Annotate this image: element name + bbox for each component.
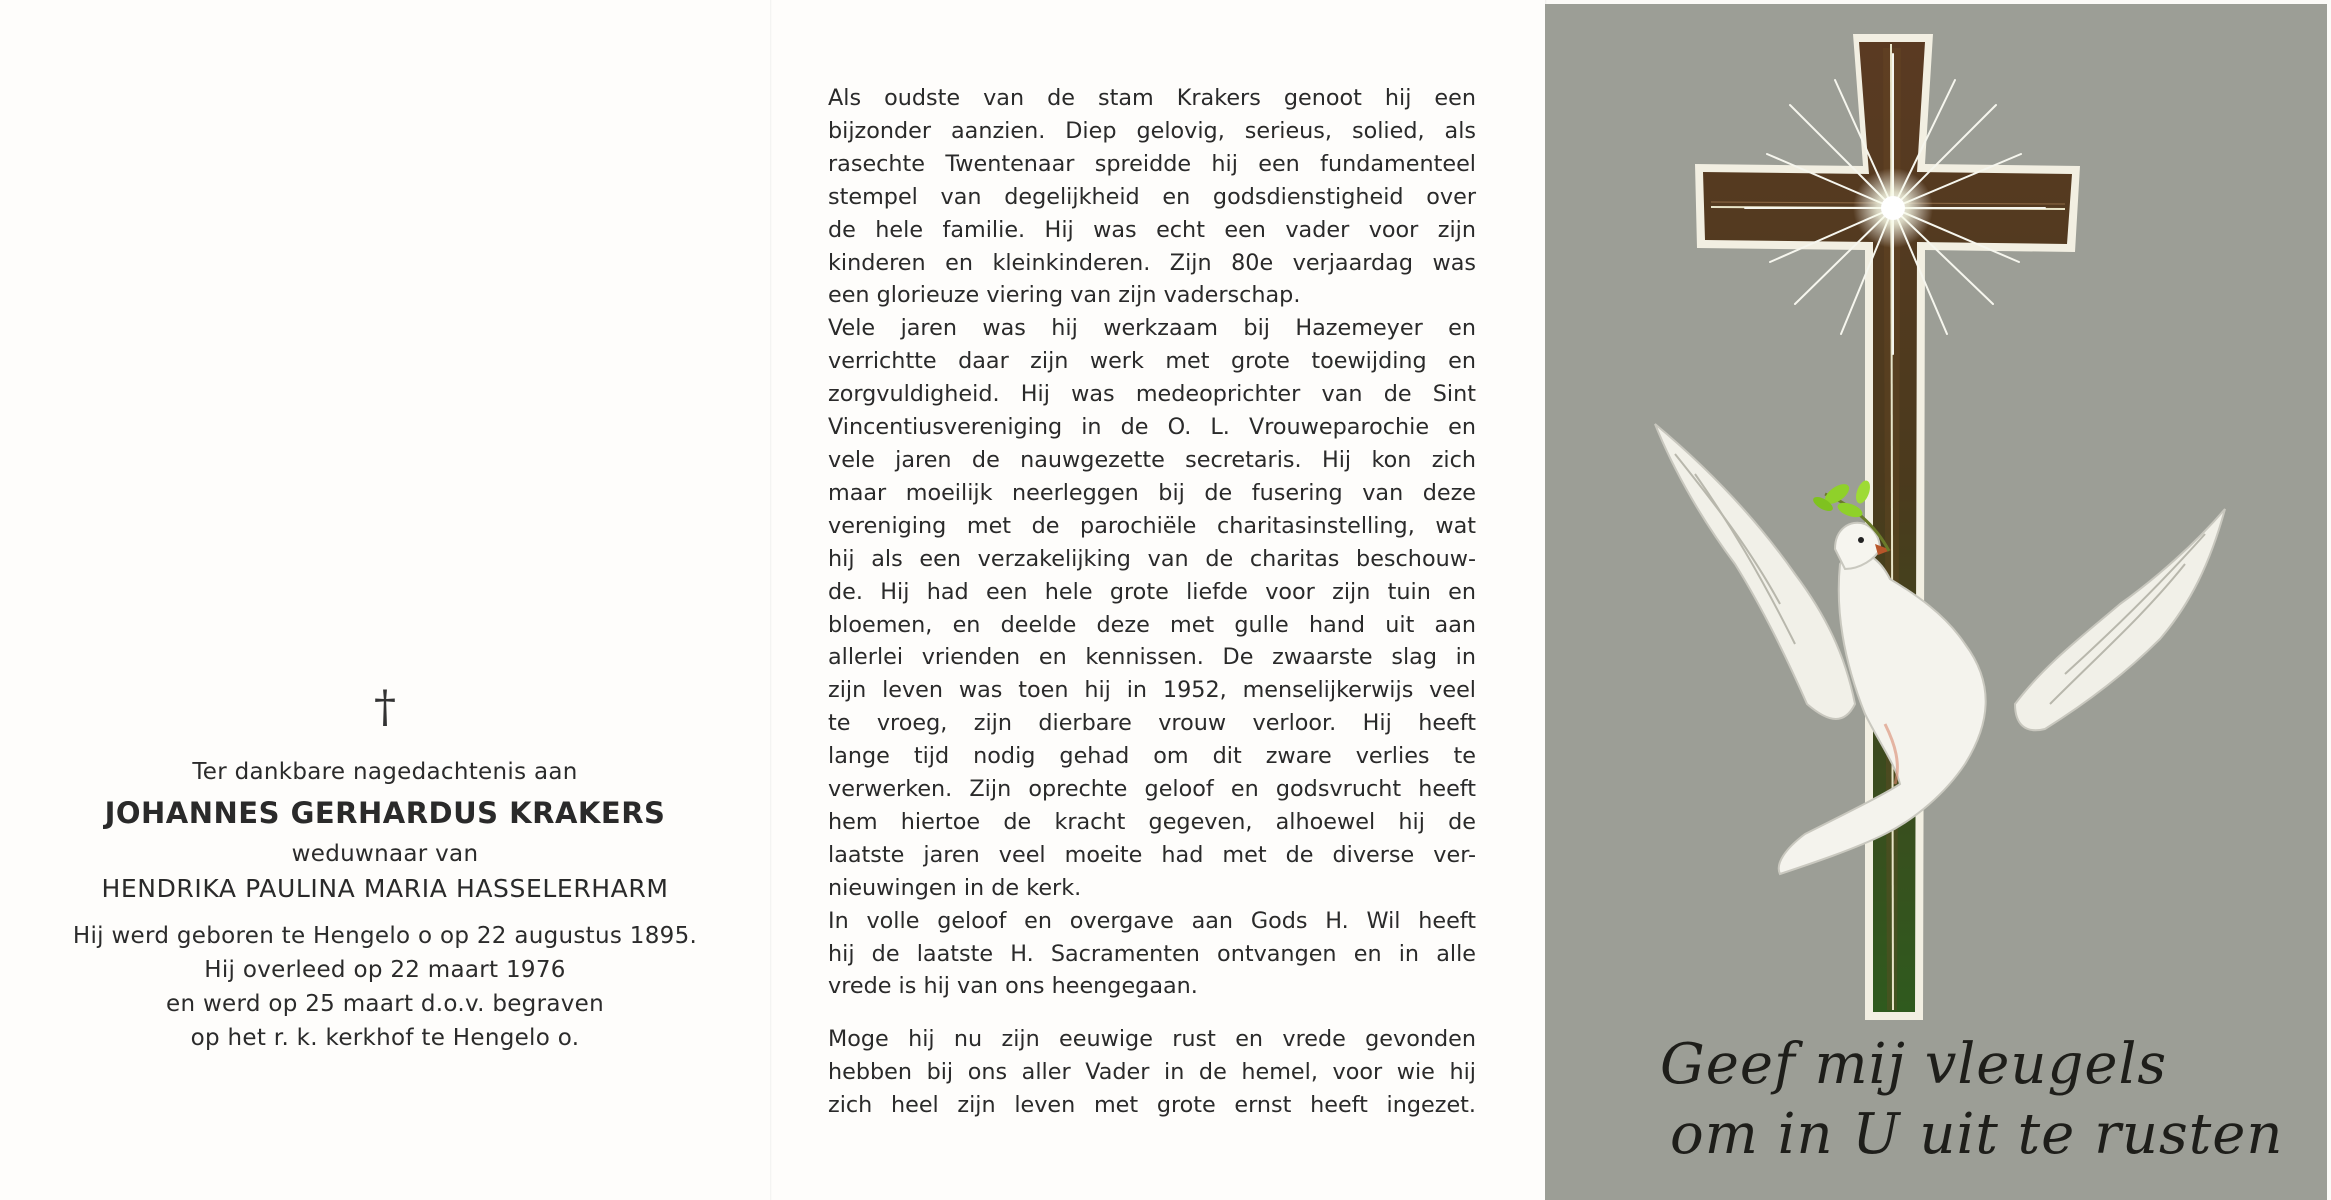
deceased-name: JOHANNES GERHARDUS KRAKERS — [104, 796, 666, 830]
text-line: stempel van degelijkheid en godsdienstigheid over — [828, 183, 1476, 210]
birth-text: Hij werd geboren te Hengelo o op 22 augustus 1895. — [72, 923, 698, 949]
relation-text: weduwnaar van — [291, 841, 479, 867]
text-line: verwerken. Zijn oprechte geloof en godsvrucht heeft — [828, 776, 1476, 803]
text-line: de. Hij had een hele grote liefde voor zijn tuin en — [828, 578, 1476, 605]
text-line: vereniging met de parochiële charitasinstelling, wat — [828, 512, 1476, 539]
caption-line-1: Geef mij vleugels — [1660, 1032, 2168, 1097]
fold-line — [770, 0, 772, 1200]
text-line: Moge hij nu zijn eeuwige rust en vrede gevonden — [828, 1026, 1476, 1053]
text-line: rasechte Twentenaar spreidde hij een fundamenteel — [828, 150, 1476, 177]
caption-line-2: om in U uit te rusten — [1670, 1102, 2284, 1167]
paragraph-gap — [828, 1003, 1476, 1023]
burial-text: en werd op 25 maart d.o.v. begraven — [166, 991, 604, 1017]
text-line: zorgvuldigheid. Hij was medeoprichter van de Sint — [828, 381, 1476, 408]
text-line: hebben bij ons aller Vader in de hemel, voor wie hij — [828, 1059, 1476, 1086]
text-line: bloemen, en deelde deze met gulle hand uit aan — [828, 611, 1476, 638]
text-line: bijzonder aanzien. Diep gelovig, serieus, solied, als — [828, 117, 1476, 144]
text-line: een glorieuze viering van zijn vaderschap. — [828, 282, 1301, 309]
text-line: de hele familie. Hij was echt een vader voor zijn — [828, 216, 1476, 243]
text-line: nieuwingen in de kerk. — [828, 874, 1082, 901]
cemetery-text: op het r. k. kerkhof te Hengelo o. — [190, 1025, 580, 1051]
text-line: Vincentiusvereniging in de O. L. Vrouweparochie en — [828, 414, 1476, 441]
biography-text — [828, 82, 1476, 1122]
paragraph-3 — [828, 905, 1476, 1004]
paragraph-4 — [828, 1023, 1476, 1122]
calligraphy-caption — [1660, 1030, 2310, 1170]
text-line: In volle geloof en overgave aan Gods H. Wil heeft — [828, 907, 1476, 934]
illustration-svg — [1545, 4, 2327, 1200]
text-line: hij als een verzakelijking van de charitas beschouw- — [828, 545, 1476, 572]
text-line: hij de laatste H. Sacramenten ontvangen en in alle — [828, 940, 1476, 967]
death-text: Hij overleed op 22 maart 1976 — [204, 957, 566, 983]
memorial-details — [40, 755, 730, 1055]
star-center — [1881, 196, 1905, 220]
text-line: lange tijd nodig gehad om dit zware verlies te — [828, 743, 1476, 770]
cross-dove-illustration — [1545, 4, 2327, 1200]
dagger-cross-icon: † — [374, 682, 396, 733]
text-line: vrede is hij van ons heengegaan. — [828, 973, 1198, 1000]
text-line: kinderen en kleinkinderen. Zijn 80e verjaardag was — [828, 249, 1476, 276]
dedication-intro: Ter dankbare nagedachtenis aan — [192, 759, 578, 785]
text-line: maar moeilijk neerleggen bij de fusering van deze — [828, 479, 1476, 506]
text-line: allerlei vrienden en kennissen. De zwaarste slag in — [828, 644, 1476, 671]
text-line: zich heel zijn leven met grote ernst heeft ingezet. — [828, 1092, 1476, 1119]
paragraph-1 — [828, 82, 1476, 312]
text-line: Vele jaren was hij werkzaam bij Hazemeyer en — [828, 315, 1476, 342]
text-line: hem hiertoe de kracht gegeven, alhoewel hij de — [828, 808, 1476, 835]
spouse-name: HENDRIKA PAULINA MARIA HASSELERHARM — [101, 874, 669, 903]
text-line: te vroeg, zijn dierbare vrouw verloor. Hij heeft — [828, 710, 1476, 737]
paragraph-2 — [828, 312, 1476, 904]
text-line: Als oudste van de stam Krakers genoot hij een — [828, 85, 1476, 111]
text-line: verrichtte daar zijn werk met grote toewijding en — [828, 348, 1476, 375]
text-line: laatste jaren veel moeite had met de diverse ver- — [828, 841, 1476, 868]
text-line: zijn leven was toen hij in 1952, menselijkerwijs veel — [828, 677, 1476, 704]
text-line: vele jaren de nauwgezette secretaris. Hij kon zich — [828, 446, 1476, 473]
